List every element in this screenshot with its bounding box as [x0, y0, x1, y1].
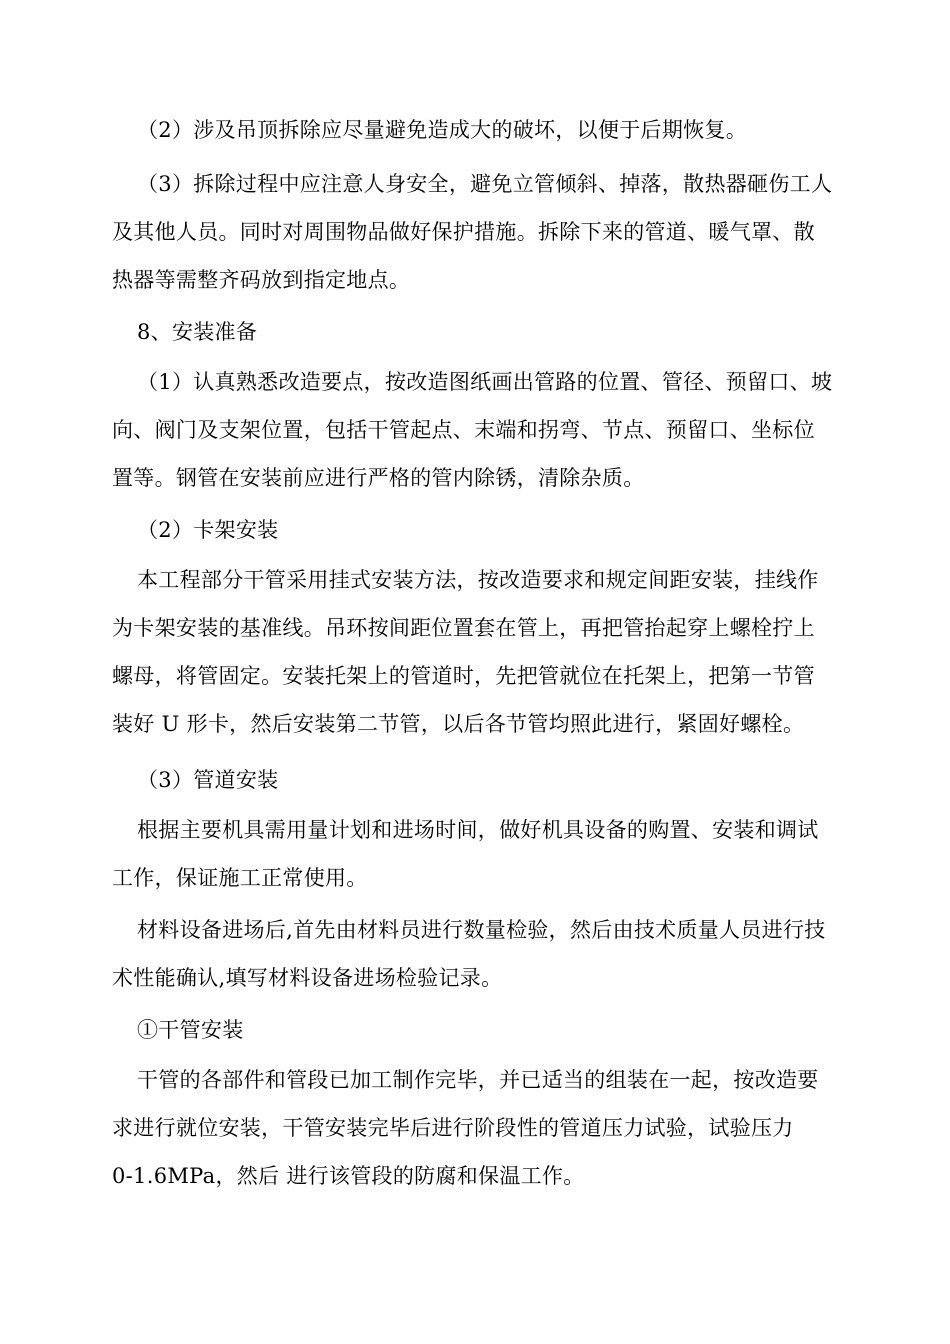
text-line: （2）卡架安装	[137, 518, 279, 542]
text-line: （3）拆除过程中应注意人身安全，避免立管倾斜、掉落，散热器砸伤工人	[137, 172, 833, 196]
subheading-pipe-installation	[112, 756, 862, 804]
text-line: 本工程部分干管采用挂式安装方法，按改造要求和规定间距安装，挂线作	[137, 568, 819, 592]
text-line: （1）认真熟悉改造要点，按改造图纸画出管路的位置、管径、预留口、坡	[137, 370, 833, 394]
subheading-bracket-installation	[112, 506, 862, 554]
paragraph-main-pipe-procedure	[112, 1056, 862, 1200]
text-line: 置等。钢管在安装前应进行严格的管内除锈，清除杂质。	[112, 466, 645, 490]
text-line: 螺母，将管固定。安装托架上的管道时，先把管就位在托架上，把第一节管	[112, 664, 815, 688]
paragraph-bracket-method	[112, 556, 862, 748]
text-line: 材料设备进场后,首先由材料员进行数量检验，然后由技术质量人员进行技	[137, 918, 826, 942]
text-line: 术性能确认,填写材料设备进场检验记录。	[112, 966, 503, 990]
text-line: 及其他人员。同时对周围物品做好保护措施。拆除下来的管道、暖气罩、散	[112, 220, 815, 244]
paragraph-study-key-points	[112, 358, 862, 502]
text-line: （3）管道安装	[137, 768, 279, 792]
text-line: 求进行就位安装，干管安装完毕后进行阶段性的管道压力试验，试验压力	[112, 1116, 794, 1140]
text-line: 根据主要机具需用量计划和进场时间，做好机具设备的购置、安装和调试	[137, 818, 819, 842]
text-line: 干管的各部件和管段已加工制作完毕，并已适当的组装在一起，按改造要	[137, 1068, 819, 1092]
text-line: 工作，保证施工正常使用。	[112, 866, 368, 890]
text-line: 装好 U 形卡，然后安装第二节管，以后各节管均照此进行，紧固好螺栓。	[112, 712, 805, 736]
text-line: 8、安装准备	[137, 320, 258, 344]
text-line: （2）涉及吊顶拆除应尽量避免造成大的破坏，以便于后期恢复。	[137, 118, 748, 142]
text-line: 0-1.6MPa，然后 进行该管段的防腐和保温工作。	[112, 1164, 585, 1188]
text-line: 热器等需整齐码放到指定地点。	[112, 268, 411, 292]
subheading-main-pipe-installation	[112, 1006, 862, 1054]
paragraph-equipment-plan	[112, 806, 862, 902]
paragraph-material-inspection	[112, 906, 862, 1002]
text-line: 向、阀门及支架位置，包括干管起点、末端和拐弯、节点、预留口、坐标位	[112, 418, 815, 442]
section-heading-installation-prep	[112, 308, 862, 356]
text-line: 为卡架安装的基准线。吊环按间距位置套在管上，再把管抬起穿上螺栓拧上	[112, 616, 815, 640]
paragraph-ceiling-removal	[112, 106, 862, 154]
text-line: ①干管安装	[137, 1018, 244, 1042]
paragraph-removal-safety	[112, 160, 862, 304]
